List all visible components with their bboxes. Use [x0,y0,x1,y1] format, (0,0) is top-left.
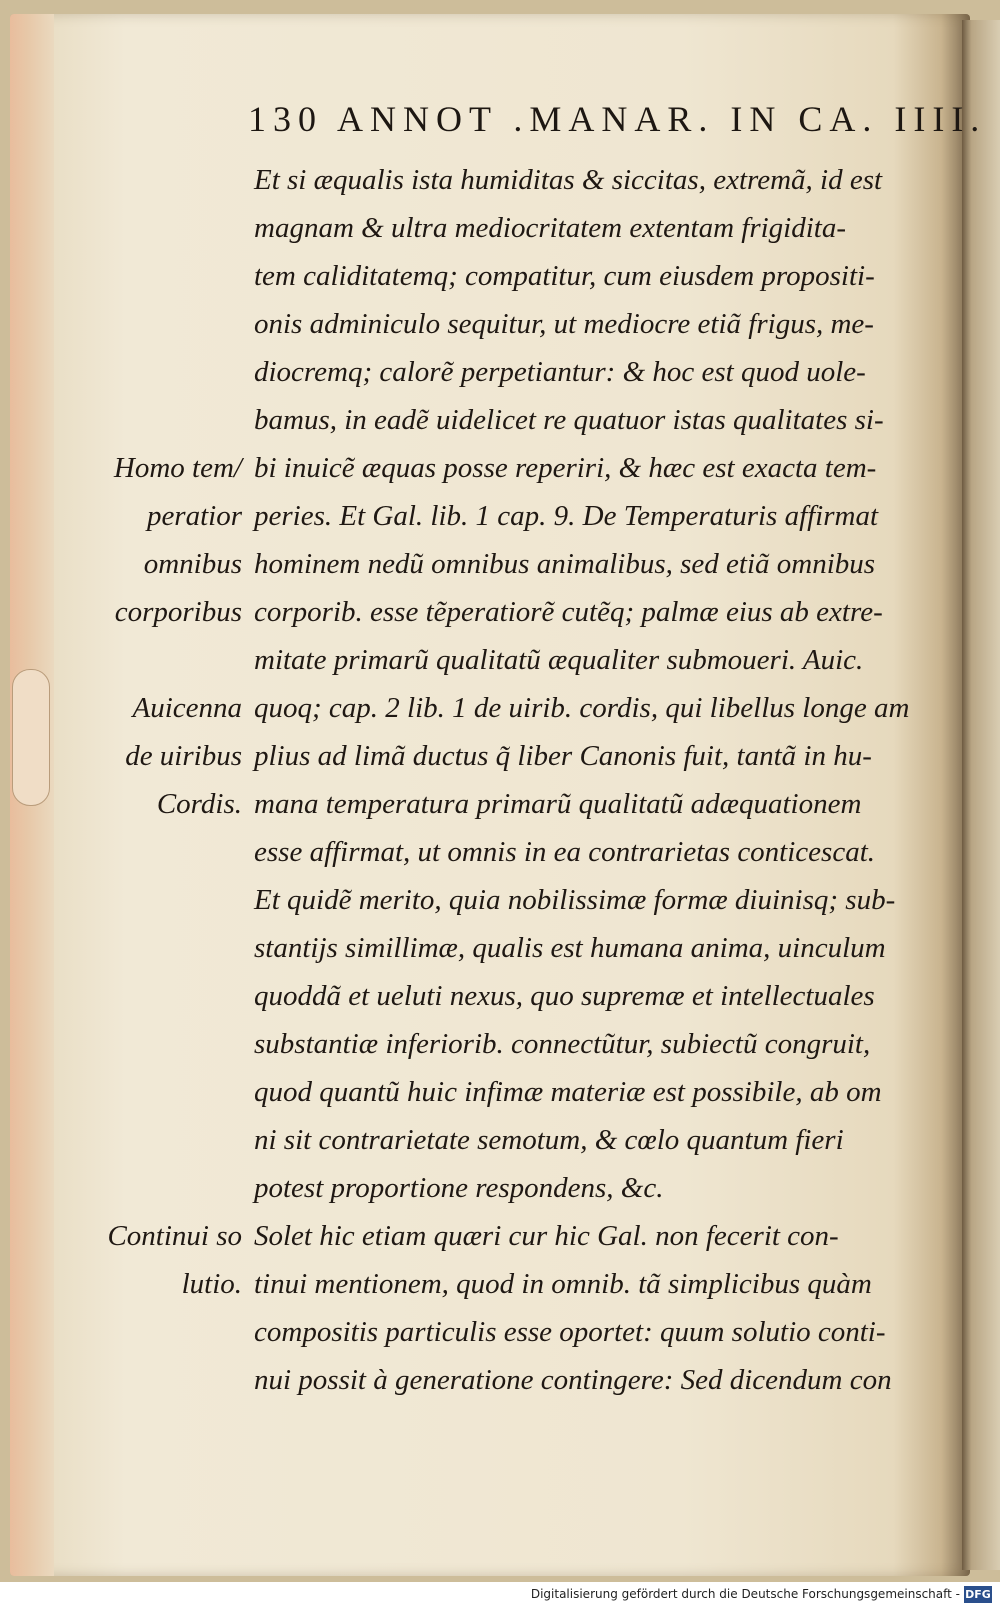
text-line: esse affirmat, ut omnis in ea contrarietas conticescat. [254,836,876,868]
text-line: magnam & ultra mediocritatem extentam frigidita- [254,212,847,244]
margin-note-auicenna [84,684,242,828]
dfg-logo: DFG [965,1588,991,1601]
text-line: mana temperatura primarũ qualitatũ adæquationem [254,788,862,820]
text-line: mitate primarũ qualitatũ æqualiter submoueri. Auic. [254,644,864,676]
margin-line: Homo tem/ [113,452,242,484]
text-line: Solet hic etiam quæri cur hic Gal. non fecerit con- [254,1220,839,1252]
text-line: potest proportione respondens, &c. [254,1172,664,1204]
margin-line: Continui so [107,1220,242,1252]
text-line: quod quantũ huic infimæ materiæ est possibile, ab om [254,1076,882,1108]
footer-credit: Digitalisierung gefördert durch die Deutsche Forschungsgemeinschaft - [530,1587,960,1601]
margin-line: Cordis. [156,788,242,820]
margin-line: peratior [146,500,242,532]
text-line: quoddã et ueluti nexus, quo supremæ et intellectuales [254,980,875,1012]
text-line: compositis particulis esse oportet: quum solutio conti- [254,1316,886,1348]
text-line: ni sit contrarietate semotum, & cœlo quantum fieri [254,1124,844,1156]
margin-line: de uiribus [125,740,242,772]
text-line: Et quidẽ merito, quia nobilissimæ formæ diuinisq; sub- [254,884,896,916]
text-line: stantijs simillimæ, qualis est humana anima, uinculum [254,932,886,964]
body-text [254,156,944,1404]
margin-line: lutio. [181,1268,242,1300]
text-line: bamus, in eadẽ uidelicet re quatuor istas qualitates si- [254,404,884,436]
margin-line: Auicenna [132,692,242,724]
text-line: quoq; cap. 2 lib. 1 de uirib. cordis, qui libellus longe am [254,692,910,724]
text-line: diocremq; calorẽ perpetiantur: & hoc est quod uole- [254,356,866,388]
digitization-footer [0,1582,1000,1609]
text-line: corporib. esse tẽperatiorẽ cutẽq; palmæ eius ab extre- [254,596,883,628]
margin-line: corporibus [114,596,242,628]
page-tab [12,669,50,806]
running-header: 130 ANNOT .MANAR. IN CA. IIII. [248,99,987,139]
margin-note-homo [84,444,242,636]
text-line: nui possit à generatione contingere: Sed dicendum con [254,1364,892,1396]
text-line: plius ad limã ductus q̃ liber Canonis fuit, tantã in hu- [254,740,872,772]
margin-line: omnibus [143,548,242,580]
facing-page-edge [962,20,1000,1570]
text-line: onis adminiculo sequitur, ut mediocre etiã frigus, me- [254,308,874,340]
text-line: hominem nedũ omnibus animalibus, sed etiã omnibus [254,548,876,580]
text-line: tem caliditatemq; compatitur, cum eiusdem propositi- [254,260,875,292]
text-line: Et si æqualis ista humiditas & siccitas, extremã, id est [254,164,883,196]
text-line: tinui mentionem, quod in omnib. tã simplicibus quàm [254,1268,872,1300]
margin-note-continui [84,1212,242,1308]
text-line: substantiæ inferiorib. connectũtur, subiectũ congruit, [254,1028,871,1060]
text-line: peries. Et Gal. lib. 1 cap. 9. De Temperaturis affirmat [254,500,879,532]
text-line: bi inuicẽ æquas posse reperiri, & hæc est exacta tem- [254,452,877,484]
